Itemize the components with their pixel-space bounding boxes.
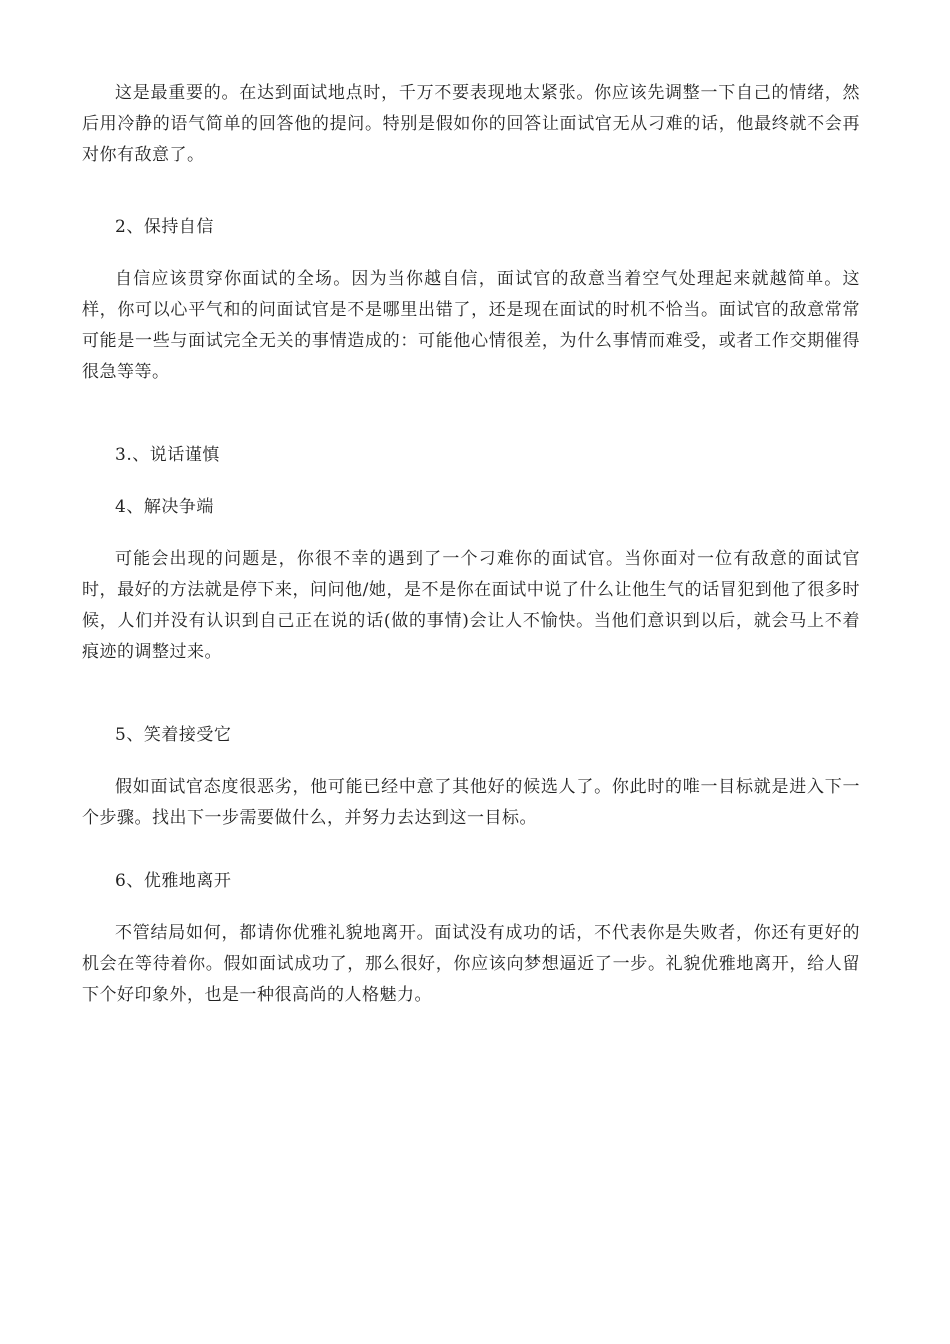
heading-keep-confident: 2、保持自信: [115, 217, 214, 237]
heading-accept-with-smile: 5、笑着接受它: [115, 725, 232, 745]
heading-speak-carefully: 3.、说话谨慎: [115, 445, 220, 465]
paragraph-leave-gracefully: 不管结局如何，都请你优雅礼貌地离开。面试没有成功的话，不代表你是失败者，你还有更好的机会在等待着你。假如面试成功了，那么很好，你应该向梦想逼近了一步。礼貌优雅地离开，给人留下个好印象外，也是一种很高尚的人格魅力。: [82, 923, 860, 1005]
paragraph-accept-with-smile: 假如面试官态度很恶劣，他可能已经中意了其他好的候选人了。你此时的唯一目标就是进入下一个步骤。找出下一步需要做什么，并努力去达到这一目标。: [82, 777, 860, 828]
paragraph-keep-confident: 自信应该贯穿你面试的全场。因为当你越自信，面试官的敌意当着空气处理起来就越简单。这样，你可以心平气和的问面试官是不是哪里出错了，还是现在面试的时机不恰当。面试官的敌意常常可能是一些与面试完全无关的事情造成的：可能他心情很差，为什么事情而难受，或者工作交期催得很急等等。: [82, 269, 860, 382]
heading-leave-gracefully: 6、优雅地离开: [115, 871, 232, 891]
paragraph-resolve-disputes: 可能会出现的问题是，你很不幸的遇到了一个刁难你的面试官。当你面对一位有敌意的面试官时，最好的方法就是停下来，问问他/她，是不是你在面试中说了什么让他生气的话冒犯到他了很多时候，人们并没有认识到自己正在说的话(做的事情)会让人不愉快。当他们意识到以后，就会马上不着痕迹的调整过来。: [82, 549, 860, 662]
heading-resolve-disputes: 4、解决争端: [115, 497, 214, 517]
paragraph-stay-calm: 这是最重要的。在达到面试地点时，千万不要表现地太紧张。你应该先调整一下自己的情绪，然后用冷静的语气简单的回答他的提问。特别是假如你的回答让面试官无从刁难的话，他最终就不会再对你有敌意了。: [82, 83, 860, 165]
